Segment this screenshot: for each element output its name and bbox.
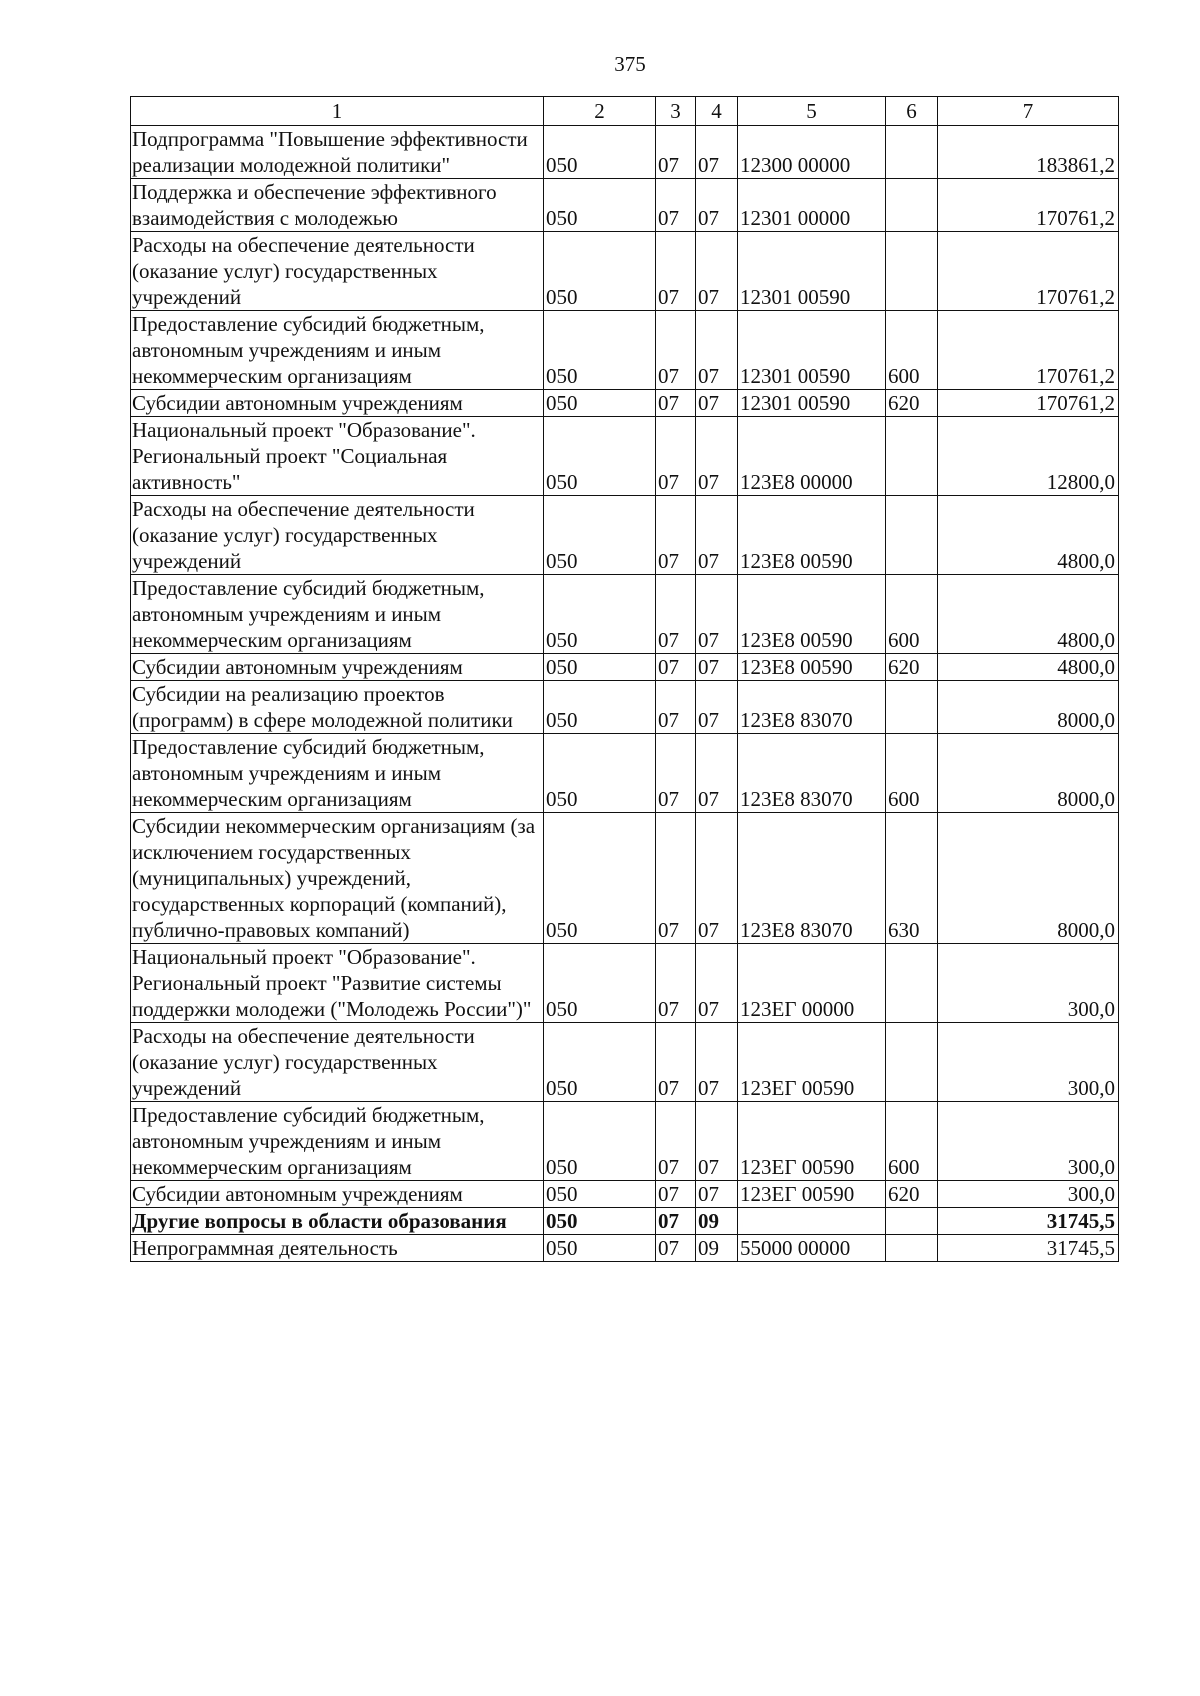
- row-col3-cell: 07: [656, 232, 696, 311]
- row-col4-cell: 07: [696, 179, 738, 232]
- row-amount-cell: 4800,0: [938, 654, 1119, 681]
- row-amount-cell: 183861,2: [938, 126, 1119, 179]
- row-col2-cell: 050: [544, 417, 656, 496]
- row-col6-cell: [886, 126, 938, 179]
- row-name-cell: Национальный проект "Образование". Региональный проект "Социальная активность": [131, 417, 544, 496]
- row-col5-cell: 12301 00590: [738, 390, 886, 417]
- budget-table: [130, 96, 1119, 1262]
- row-col5-cell: 12301 00590: [738, 311, 886, 390]
- row-col3-cell: 07: [656, 813, 696, 944]
- row-col2-cell: 050: [544, 311, 656, 390]
- row-col3-cell: 07: [656, 390, 696, 417]
- row-col6-cell: [886, 1208, 938, 1235]
- row-col4-cell: 07: [696, 734, 738, 813]
- row-col6-cell: [886, 179, 938, 232]
- row-name-cell: Субсидии на реализацию проектов (программ) в сфере молодежной политики: [131, 681, 544, 734]
- table-row: [131, 390, 1119, 417]
- row-col2-cell: 050: [544, 654, 656, 681]
- row-col3-cell: 07: [656, 311, 696, 390]
- row-amount-cell: 170761,2: [938, 179, 1119, 232]
- row-col5-cell: 123ЕГ 00590: [738, 1023, 886, 1102]
- row-amount-cell: 8000,0: [938, 813, 1119, 944]
- row-col4-cell: 07: [696, 311, 738, 390]
- row-name-cell: Предоставление субсидий бюджетным, автономным учреждениям и иным некоммерческим организациям: [131, 734, 544, 813]
- row-name-cell: Поддержка и обеспечение эффективного взаимодействия с молодежью: [131, 179, 544, 232]
- row-col4-cell: 09: [696, 1235, 738, 1262]
- row-col4-cell: 07: [696, 390, 738, 417]
- row-amount-cell: 170761,2: [938, 311, 1119, 390]
- row-amount-cell: 8000,0: [938, 734, 1119, 813]
- row-amount-cell: 170761,2: [938, 390, 1119, 417]
- row-col6-cell: [886, 681, 938, 734]
- row-col3-cell: 07: [656, 1208, 696, 1235]
- row-col6-cell: [886, 232, 938, 311]
- row-amount-cell: 31745,5: [938, 1208, 1119, 1235]
- row-name-cell: Непрограммная деятельность: [131, 1235, 544, 1262]
- row-col5-cell: 55000 00000: [738, 1235, 886, 1262]
- row-col3-cell: 07: [656, 1235, 696, 1262]
- row-col4-cell: 07: [696, 654, 738, 681]
- row-col4-cell: 07: [696, 232, 738, 311]
- row-col2-cell: 050: [544, 1023, 656, 1102]
- table-row: [131, 496, 1119, 575]
- row-col3-cell: 07: [656, 681, 696, 734]
- table-row: [131, 311, 1119, 390]
- row-col3-cell: 07: [656, 179, 696, 232]
- row-name-cell: Предоставление субсидий бюджетным, автономным учреждениям и иным некоммерческим организациям: [131, 575, 544, 654]
- row-col2-cell: 050: [544, 1208, 656, 1235]
- row-amount-cell: 300,0: [938, 944, 1119, 1023]
- header-col-6: 6: [886, 97, 938, 126]
- header-col-3: 3: [656, 97, 696, 126]
- row-amount-cell: 300,0: [938, 1023, 1119, 1102]
- row-col5-cell: 123ЕГ 00590: [738, 1102, 886, 1181]
- row-col6-cell: 620: [886, 390, 938, 417]
- row-col2-cell: 050: [544, 944, 656, 1023]
- row-col4-cell: 07: [696, 1023, 738, 1102]
- row-col6-cell: [886, 1235, 938, 1262]
- row-amount-cell: 31745,5: [938, 1235, 1119, 1262]
- row-col5-cell: 12301 00000: [738, 179, 886, 232]
- table-row: [131, 944, 1119, 1023]
- row-col4-cell: 07: [696, 681, 738, 734]
- row-col4-cell: 07: [696, 1102, 738, 1181]
- row-amount-cell: 4800,0: [938, 575, 1119, 654]
- row-col3-cell: 07: [656, 575, 696, 654]
- header-col-5: 5: [738, 97, 886, 126]
- table-row: [131, 1102, 1119, 1181]
- header-col-4: 4: [696, 97, 738, 126]
- row-col5-cell: 123E8 83070: [738, 681, 886, 734]
- row-name-cell: Другие вопросы в области образования: [131, 1208, 544, 1235]
- row-amount-cell: 300,0: [938, 1102, 1119, 1181]
- row-col5-cell: 12300 00000: [738, 126, 886, 179]
- table-body: [131, 126, 1119, 1262]
- row-col3-cell: 07: [656, 944, 696, 1023]
- row-col4-cell: 07: [696, 575, 738, 654]
- row-col5-cell: 123E8 00590: [738, 575, 886, 654]
- row-amount-cell: 8000,0: [938, 681, 1119, 734]
- row-col6-cell: 600: [886, 1102, 938, 1181]
- table-row: [131, 813, 1119, 944]
- table-header: [131, 97, 1119, 126]
- row-col6-cell: [886, 417, 938, 496]
- row-amount-cell: 12800,0: [938, 417, 1119, 496]
- row-col2-cell: 050: [544, 126, 656, 179]
- row-name-cell: Расходы на обеспечение деятельности (оказание услуг) государственных учреждений: [131, 496, 544, 575]
- row-name-cell: Предоставление субсидий бюджетным, автономным учреждениям и иным некоммерческим организациям: [131, 311, 544, 390]
- row-name-cell: Предоставление субсидий бюджетным, автономным учреждениям и иным некоммерческим организациям: [131, 1102, 544, 1181]
- table-row: [131, 681, 1119, 734]
- row-col2-cell: 050: [544, 496, 656, 575]
- row-col5-cell: 123ЕГ 00590: [738, 1181, 886, 1208]
- table-row: [131, 232, 1119, 311]
- row-name-cell: Субсидии некоммерческим организациям (за исключением государственных (муниципальных) учреждений, государственных корпораций (компаний), публично-правовых компаний): [131, 813, 544, 944]
- row-col2-cell: 050: [544, 734, 656, 813]
- row-amount-cell: 170761,2: [938, 232, 1119, 311]
- table-row: [131, 734, 1119, 813]
- row-col2-cell: 050: [544, 681, 656, 734]
- row-col4-cell: 07: [696, 813, 738, 944]
- row-col6-cell: 620: [886, 1181, 938, 1208]
- row-col4-cell: 07: [696, 126, 738, 179]
- row-col2-cell: 050: [544, 390, 656, 417]
- table-row: [131, 654, 1119, 681]
- row-amount-cell: 300,0: [938, 1181, 1119, 1208]
- row-col3-cell: 07: [656, 1181, 696, 1208]
- row-col2-cell: 050: [544, 1181, 656, 1208]
- row-name-cell: Расходы на обеспечение деятельности (оказание услуг) государственных учреждений: [131, 1023, 544, 1102]
- table-row: [131, 575, 1119, 654]
- row-col6-cell: 600: [886, 575, 938, 654]
- row-col4-cell: 07: [696, 496, 738, 575]
- row-col6-cell: [886, 944, 938, 1023]
- header-row: [131, 97, 1119, 126]
- row-col2-cell: 050: [544, 575, 656, 654]
- row-col6-cell: [886, 1023, 938, 1102]
- header-col-2: 2: [544, 97, 656, 126]
- row-col2-cell: 050: [544, 1102, 656, 1181]
- table-row: [131, 1208, 1119, 1235]
- table-row: [131, 179, 1119, 232]
- table-row: [131, 126, 1119, 179]
- table-row: [131, 1235, 1119, 1262]
- row-col4-cell: 07: [696, 944, 738, 1023]
- row-col6-cell: 630: [886, 813, 938, 944]
- row-col6-cell: 620: [886, 654, 938, 681]
- page-number: 375: [614, 52, 646, 76]
- row-name-cell: Субсидии автономным учреждениям: [131, 654, 544, 681]
- row-col3-cell: 07: [656, 496, 696, 575]
- row-col2-cell: 050: [544, 1235, 656, 1262]
- row-col2-cell: 050: [544, 232, 656, 311]
- row-col3-cell: 07: [656, 1023, 696, 1102]
- row-col5-cell: 123E8 83070: [738, 734, 886, 813]
- row-name-cell: Расходы на обеспечение деятельности (оказание услуг) государственных учреждений: [131, 232, 544, 311]
- table-row: [131, 417, 1119, 496]
- row-col6-cell: 600: [886, 311, 938, 390]
- row-col4-cell: 09: [696, 1208, 738, 1235]
- row-name-cell: Субсидии автономным учреждениям: [131, 1181, 544, 1208]
- row-col5-cell: 123E8 00590: [738, 496, 886, 575]
- row-col6-cell: 600: [886, 734, 938, 813]
- row-col2-cell: 050: [544, 813, 656, 944]
- row-col5-cell: 123E8 00000: [738, 417, 886, 496]
- row-col5-cell: 123E8 00590: [738, 654, 886, 681]
- row-col4-cell: 07: [696, 417, 738, 496]
- row-name-cell: Национальный проект "Образование". Региональный проект "Развитие системы поддержки молодежи ("Молодежь России")": [131, 944, 544, 1023]
- row-col2-cell: 050: [544, 179, 656, 232]
- row-name-cell: Субсидии автономным учреждениям: [131, 390, 544, 417]
- row-col4-cell: 07: [696, 1181, 738, 1208]
- row-col3-cell: 07: [656, 734, 696, 813]
- row-col3-cell: 07: [656, 417, 696, 496]
- table-row: [131, 1023, 1119, 1102]
- row-amount-cell: 4800,0: [938, 496, 1119, 575]
- row-col3-cell: 07: [656, 126, 696, 179]
- row-col3-cell: 07: [656, 654, 696, 681]
- table-row: [131, 1181, 1119, 1208]
- row-col5-cell: [738, 1208, 886, 1235]
- row-col6-cell: [886, 496, 938, 575]
- header-col-7: 7: [938, 97, 1119, 126]
- row-col3-cell: 07: [656, 1102, 696, 1181]
- row-col5-cell: 123E8 83070: [738, 813, 886, 944]
- row-name-cell: Подпрограмма "Повышение эффективности реализации молодежной политики": [131, 126, 544, 179]
- row-col5-cell: 123ЕГ 00000: [738, 944, 886, 1023]
- header-col-1: 1: [131, 97, 544, 126]
- row-col5-cell: 12301 00590: [738, 232, 886, 311]
